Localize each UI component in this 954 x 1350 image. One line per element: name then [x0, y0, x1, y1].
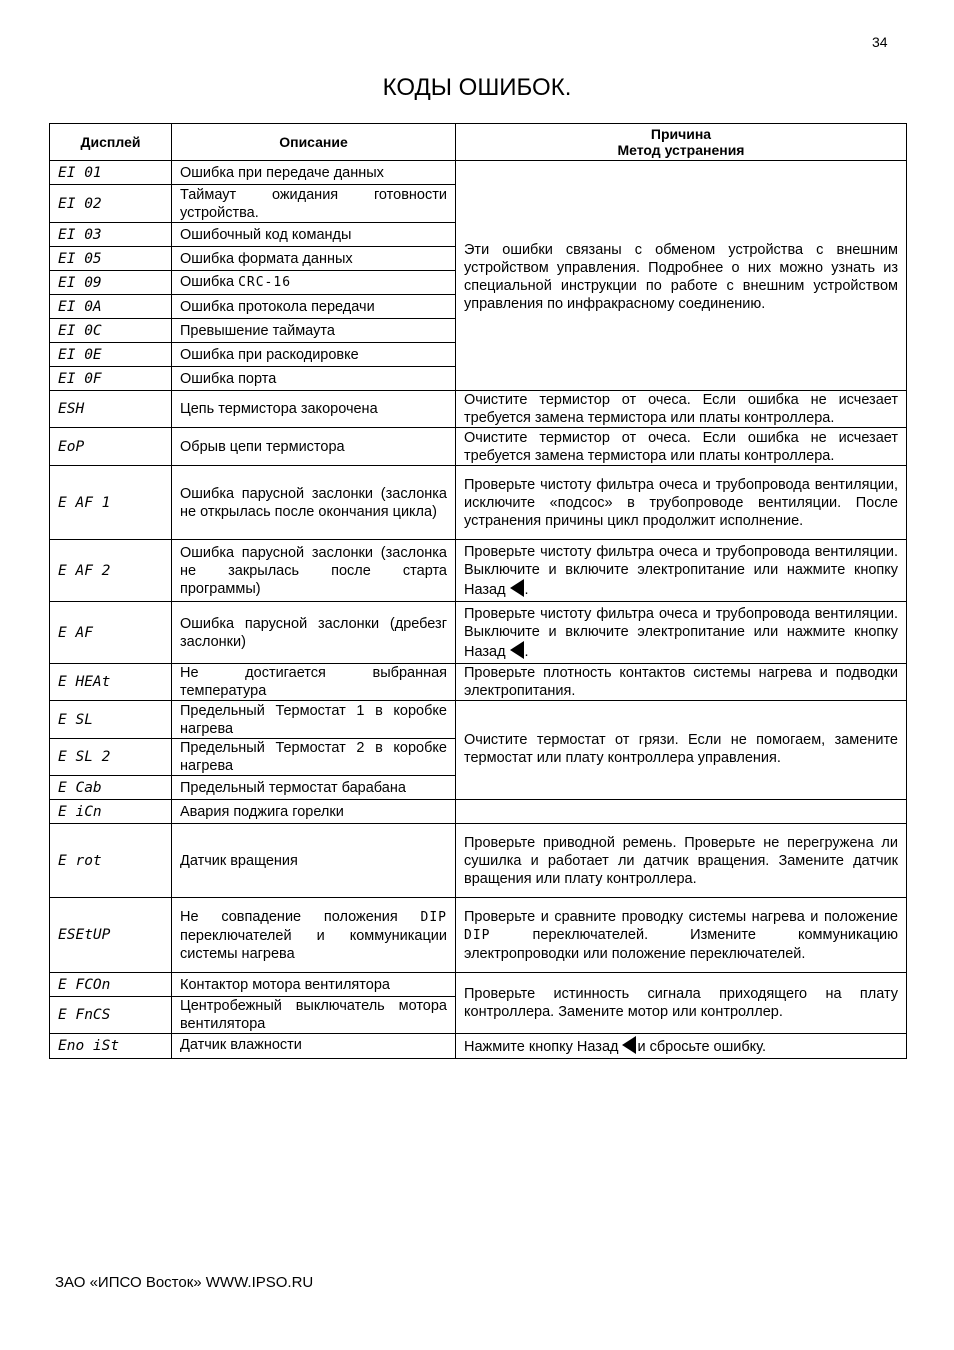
error-code: EI 0A [50, 295, 172, 319]
dip-term: DIP [420, 909, 447, 925]
error-remedy: Проверьте плотность контактов системы нагрева и подводки электропитания. [456, 664, 907, 701]
error-description: Ошибка парусной заслонки (заслонка не закрылась после старта программы) [172, 540, 456, 602]
error-remedy [456, 602, 907, 664]
error-remedy: Проверьте истинность сигнала приходящего на плату контроллера. Замените мотор или контроллер. [456, 973, 907, 1034]
table-row [50, 824, 907, 898]
error-remedy [456, 898, 907, 973]
error-description-text: Ошибка [180, 274, 239, 290]
header-cause-line: Причина [650, 126, 712, 142]
table-row [50, 391, 907, 428]
error-description: Цепь термистора закорочена [172, 391, 456, 428]
error-code: EI 0F [50, 367, 172, 391]
error-description-text: Не совпадение положения [180, 908, 421, 925]
footer-company: ЗАО «ИПСО Восток» WWW.IPSO.RU [55, 1274, 314, 1291]
error-remedy [456, 540, 907, 602]
table-row [50, 540, 907, 602]
table-header-row [50, 124, 907, 161]
error-code: E SL 2 [50, 739, 172, 776]
error-code: E HEAt [50, 664, 172, 701]
table-row [50, 973, 907, 997]
back-arrow-icon [622, 1036, 636, 1054]
error-description-text: переключателей и коммуникации системы нагрева [180, 927, 447, 962]
error-code: EI 01 [50, 161, 172, 185]
dip-term: DIP [464, 927, 491, 943]
error-description: Обрыв цепи термистора [172, 428, 456, 466]
error-code: EI 09 [50, 271, 172, 295]
error-remedy [456, 800, 907, 824]
error-description: Датчик вращения [172, 824, 456, 898]
error-description: Датчик влажности [172, 1034, 456, 1059]
error-code: E AF [50, 602, 172, 664]
page-title: КОДЫ ОШИБОК. [382, 74, 572, 101]
error-description: Ошибочный код команды [172, 223, 456, 247]
error-remedy-text: Проверьте и сравните проводку системы нагрева и положение [464, 908, 898, 925]
error-code: ESH [50, 391, 172, 428]
error-remedy: Очистите термистор от очеса. Если ошибка не исчезает требуется замена термистора или платы контроллера. [456, 428, 907, 466]
error-remedy: Очистите термистор от очеса. Если ошибка не исчезает требуется замена термистора или платы контроллера. [456, 391, 907, 428]
error-description: Контактор мотора вентилятора [172, 973, 456, 997]
error-remedy [456, 1034, 907, 1059]
table-row [50, 1034, 907, 1059]
error-remedy-text: Проверьте чистоту фильтра очеса и трубопровода вентиляции. Выключите и включите электропитание или нажмите кнопку Назад [464, 605, 898, 660]
error-codes-table [49, 123, 907, 1059]
error-description: Ошибка при передаче данных [172, 161, 456, 185]
error-description: Ошибка формата данных [172, 247, 456, 271]
error-code: E AF 1 [50, 466, 172, 540]
error-code: EI 0C [50, 319, 172, 343]
header-description: Описание [172, 124, 456, 161]
error-code: E Cab [50, 776, 172, 800]
error-description: Таймаут ожидания готовности устройства. [172, 185, 456, 223]
error-remedy-text: переключателей. Измените коммуникацию электропроводки или положение переключателей. [464, 926, 898, 962]
back-arrow-icon [510, 579, 524, 597]
error-code: E iCn [50, 800, 172, 824]
table-row [50, 466, 907, 540]
error-remedy: Проверьте чистоту фильтра очеса и трубопровода вентиляции, исключите «подсос» в трубопроводе вентиляции. После устранения причины цикл продолжит исполнение. [456, 466, 907, 540]
table-row [50, 428, 907, 466]
error-description: Центробежный выключатель мотора вентилятора [172, 997, 456, 1034]
table-row [50, 664, 907, 701]
error-remedy-text: и сбросьте ошибку. [637, 1039, 766, 1055]
crc-term: CRC-16 [238, 275, 292, 290]
error-code: E FnCS [50, 997, 172, 1034]
error-description: Предельный Термостат 2 в коробке нагрева [172, 739, 456, 776]
table-row [50, 800, 907, 824]
back-arrow-icon [510, 641, 524, 659]
error-code: EoP [50, 428, 172, 466]
error-code: EI 02 [50, 185, 172, 223]
error-code: E rot [50, 824, 172, 898]
table-row [50, 602, 907, 664]
error-remedy: Эти ошибки связаны с обменом устройства с внешним устройством управления. Подробнее о них можно узнать из специальной инструкции по работе с внешним устройством управления по инфракрасному соединению. [456, 161, 907, 391]
error-code: E SL [50, 701, 172, 739]
table-row [50, 161, 907, 185]
error-description: Ошибка парусной заслонки (заслонка не открылась после окончания цикла) [172, 466, 456, 540]
error-description: Не достигается выбранная температура [172, 664, 456, 701]
error-description: Ошибка протокола передачи [172, 295, 456, 319]
error-description [172, 898, 456, 973]
error-code: ESEtUP [50, 898, 172, 973]
error-description: Ошибка порта [172, 367, 456, 391]
header-remedy-line: Метод устранения [617, 142, 745, 158]
error-remedy-text: Нажмите кнопку Назад [464, 1039, 619, 1055]
error-code: EI 0E [50, 343, 172, 367]
error-code: EI 03 [50, 223, 172, 247]
error-description: Ошибка при раскодировке [172, 343, 456, 367]
table-row [50, 898, 907, 973]
error-code: Eno iSt [50, 1034, 172, 1059]
error-description [172, 271, 456, 295]
header-cause [456, 124, 907, 161]
error-remedy: Проверьте приводной ремень. Проверьте не перегружена ли сушилка и работает ли датчик вращения. Замените датчик вращения или плату контроллера. [456, 824, 907, 898]
error-remedy-text: Проверьте чистоту фильтра очеса и трубопровода вентиляции. Выключите и включите электропитание или нажмите кнопку Назад [464, 543, 898, 598]
error-code: EI 05 [50, 247, 172, 271]
header-display: Дисплей [50, 124, 172, 161]
error-remedy-end: . [524, 581, 529, 598]
table-row [50, 701, 907, 739]
error-description: Предельный термостат барабана [172, 776, 456, 800]
error-remedy-end: . [524, 643, 529, 660]
error-code: E AF 2 [50, 540, 172, 602]
error-description: Предельный Термостат 1 в коробке нагрева [172, 701, 456, 739]
page-number: 34 [872, 34, 888, 50]
error-description: Превышение таймаута [172, 319, 456, 343]
error-remedy: Очистите термостат от грязи. Если не помогаем, замените термостат или плату контроллера управления. [456, 701, 907, 800]
error-description: Авария поджига горелки [172, 800, 456, 824]
error-description: Ошибка парусной заслонки (дребезг заслонки) [172, 602, 456, 664]
error-code: E FCOn [50, 973, 172, 997]
